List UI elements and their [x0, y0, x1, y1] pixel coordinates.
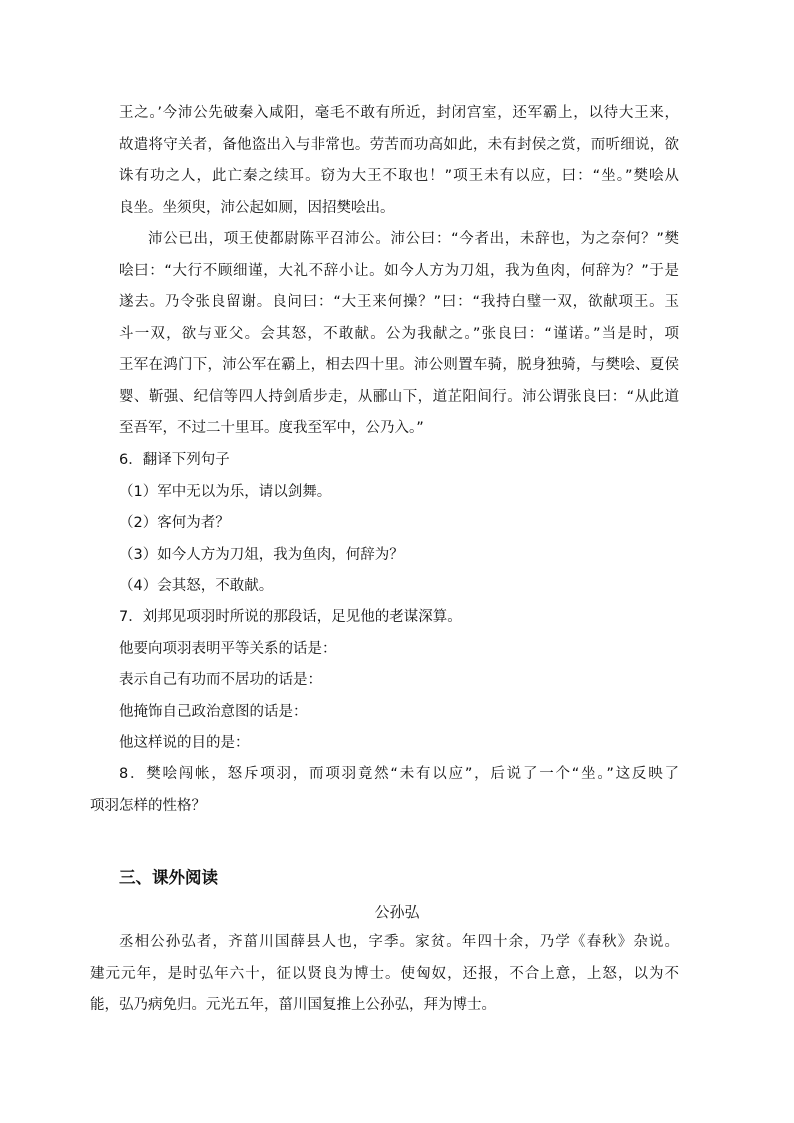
text-line: 沛公已出，项王使都尉陈平召沛公。沛公曰：“今者出，未辞也，为之奈何？”樊: [148, 231, 679, 247]
text-line: 建元元年，是时弘年六十，征以贤良为博士。使匈奴，还报，不合上意，上怒，以为不: [90, 965, 679, 982]
question-7-item: 他这样说的目的是：: [119, 735, 250, 751]
text-line: 王军在鸿门下，沛公军在霸上，相去四十里。沛公则置车骑，脱身独骑，与樊哙、夏侯: [119, 357, 679, 373]
question-7-item: 他掩饰自己政治意图的话是：: [119, 703, 308, 720]
text-line: 故遣将守关者，备他盗出入与非常也。劳苦而功高如此，未有封侯之赏，而听细说，欲: [119, 136, 679, 153]
question-7-item: 表示自己有功而不居功的话是：: [119, 672, 322, 688]
text-line: 诛有功之人，此亡秦之续耳。窃为大王不取也！”项王未有以应，曰：“坐。”樊哙从: [119, 168, 679, 184]
text-line: 至吾军，不过二十里耳。度我至军中，公乃入。”: [119, 420, 424, 436]
question-6-item: （2）客何为者？: [119, 515, 230, 531]
question-7-title: 7．刘邦见项羽时所说的那段话，足见他的老谋深算。: [119, 609, 462, 625]
question-6-title: 6．翻译下列句子: [119, 452, 230, 468]
passage-paragraph-2: [119, 224, 679, 445]
text-line: 能，弘乃病免归。元光五年，菑川国复推上公孙弘，拜为博士。: [90, 997, 496, 1013]
question-6-item: （1）军中无以为乐，请以剑舞。: [119, 483, 332, 500]
question-6-item: （4）会其怒，不敢献。: [119, 578, 274, 594]
question-8: [90, 759, 679, 822]
question-6: [119, 445, 679, 603]
text-line: 斗一双，欲与亚父。会其怒，不敢献。公为我献之。”张良曰：“谨诺。”当是时，项: [119, 325, 679, 342]
text-line: 项羽怎样的性格？: [90, 797, 206, 814]
text-line: 丞相公孙弘者，齐菑川国薛县人也，字季。家贫。年四十余，乃学《春秋》杂说。: [119, 934, 679, 950]
text-line: 良坐。坐须臾，沛公起如厕，因招樊哙出。: [119, 199, 395, 216]
question-6-item: （3）如今人方为刀俎，我为鱼肉，何辞为？: [119, 546, 404, 563]
text-line: 8．樊哙闯帐，怒斥项羽，而项羽竟然“未有以应”，后说了一个“坐。”这反映了: [119, 766, 679, 782]
section-3-paragraph: [90, 927, 679, 1022]
section-title: 三、课外阅读: [119, 868, 218, 887]
text-line: 王之。’今沛公先破秦入咸阳，毫毛不敢有所近，封闭宫室，还军霸上，以待大王来，: [119, 105, 679, 121]
text-line: 婴、靳强、纪信等四人持剑盾步走，从郦山下，道芷阳间行。沛公谓张良曰：“从此道: [119, 388, 679, 405]
question-7-item: 他要向项羽表明平等关系的话是：: [119, 640, 337, 657]
passage-paragraph-1: [119, 98, 679, 224]
text-line: 遂去。乃令张良留谢。良问曰：“大王来何操？”曰：“我持白璧一双，欲献项王。玉: [119, 294, 679, 310]
question-7: [119, 602, 679, 760]
text-line: 哙曰：“大行不顾细谨，大礼不辞小让。如今人方为刀俎，我为鱼肉，何辞为？”于是: [119, 262, 679, 279]
article-title: 公孙弘: [374, 903, 420, 921]
